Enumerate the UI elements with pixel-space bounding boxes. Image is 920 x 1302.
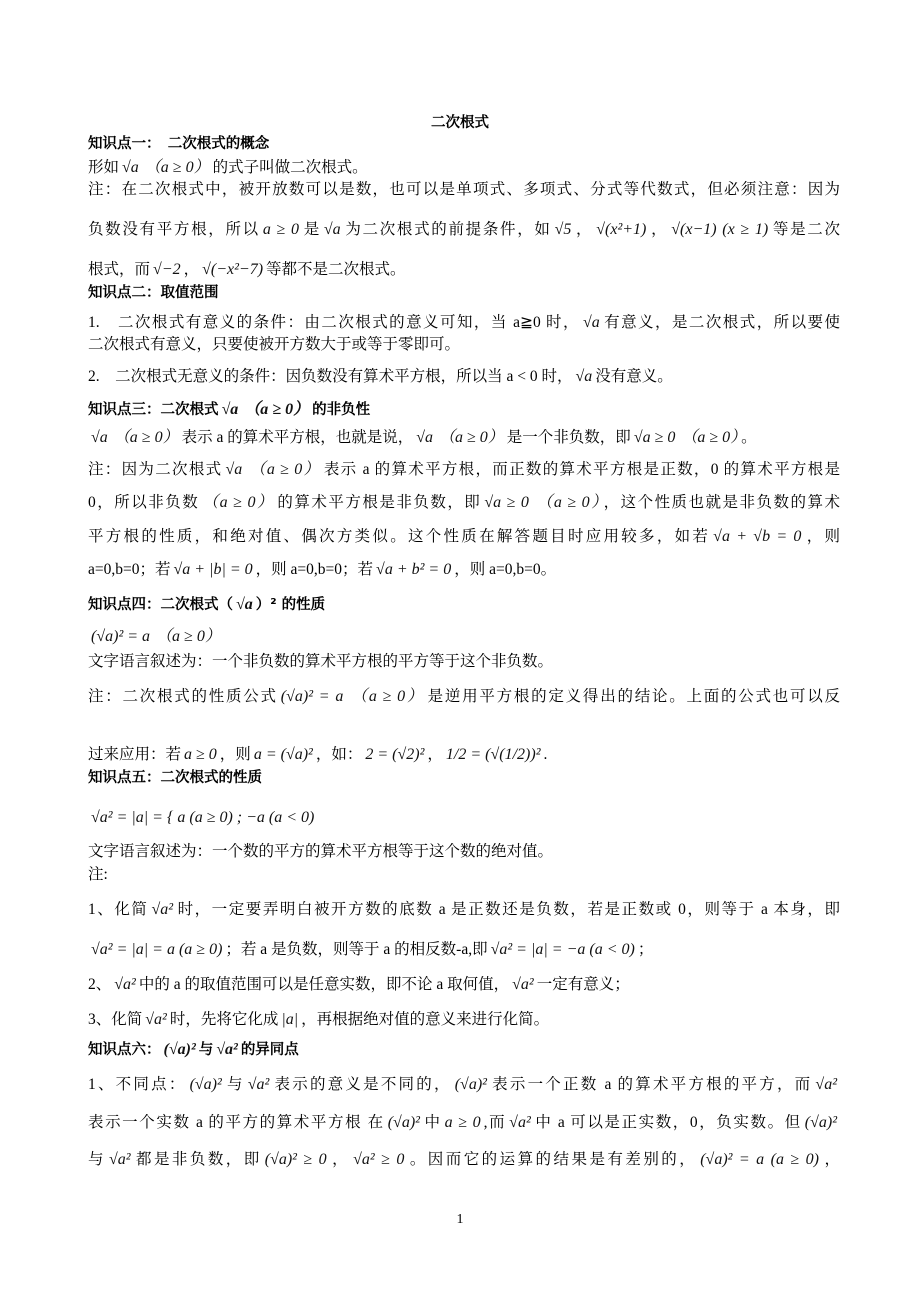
paragraph-line bbox=[88, 260, 840, 280]
text-segment: 注：二次根式的性质公式 bbox=[88, 688, 278, 705]
text-segment: 表示一个实数 a 的平方的算术平方根 在 bbox=[88, 1114, 385, 1131]
text-segment: 没有意义。 bbox=[595, 368, 673, 385]
text-segment: ，则 a=0,b=0；若 bbox=[255, 561, 374, 578]
math-formula: （a ≥ 0） bbox=[248, 461, 321, 478]
math-formula: √a bbox=[582, 314, 600, 331]
math-formula: √a + √b = 0 bbox=[713, 528, 802, 545]
text-segment: 中 a 可以是正实数，0，负实数。但 bbox=[533, 1114, 802, 1131]
math-formula: √a² = |a| = a (a ≥ 0) bbox=[91, 941, 223, 958]
math-formula: √a² bbox=[145, 1011, 167, 1028]
text-segment: 二次根式有意义，只要使被开方数大于或等于零即可。 bbox=[88, 336, 461, 353]
text-segment: 为二次根式的前提条件，如 bbox=[343, 221, 552, 238]
text-segment: 是一个非负数，即 bbox=[506, 429, 631, 446]
math-formula: （a ≥ 0） bbox=[113, 429, 179, 446]
math-formula: (√a)² bbox=[189, 1076, 222, 1093]
paragraph-line bbox=[88, 652, 840, 672]
text-segment: 与 bbox=[224, 1076, 245, 1093]
math-formula: √a² bbox=[247, 1076, 270, 1093]
text-segment: 形如 bbox=[88, 159, 120, 176]
text-segment: 时，一定要弄明白被开方数的底数 a 是正数还是负数，若是正数或 0，则等于 a 本身，即 bbox=[176, 901, 840, 918]
text-segment: 1、化简 bbox=[88, 901, 149, 918]
paragraph-line bbox=[88, 940, 840, 960]
paragraph-line bbox=[88, 1075, 840, 1095]
paragraph-line bbox=[88, 527, 840, 547]
math-formula: √a ≥ 0 bbox=[633, 429, 676, 446]
math-formula: (√a)² bbox=[804, 1114, 837, 1131]
math-formula: √a ≥ 0 bbox=[484, 494, 529, 511]
text-segment: 是 bbox=[302, 221, 321, 238]
math-formula: √a bbox=[323, 221, 341, 238]
paragraph-line bbox=[88, 687, 840, 707]
math-formula: √a bbox=[416, 429, 433, 446]
text-segment: 知识点三：二次根式 bbox=[88, 402, 219, 418]
text-segment: ,而 bbox=[483, 1114, 507, 1131]
page-number: 1 bbox=[456, 1212, 464, 1227]
math-formula: √(x−1) (x ≥ 1) bbox=[671, 221, 769, 238]
text-segment: 与 bbox=[88, 1151, 106, 1168]
text-segment: 文字语言叙述为：一个非负数的算术平方根的平方等于这个非负数。 bbox=[88, 653, 554, 670]
math-formula: a = (√a)² bbox=[253, 746, 313, 763]
math-formula: a ≥ 0 bbox=[262, 221, 300, 238]
paragraph-line bbox=[88, 842, 840, 862]
text-segment: a=0,b=0；若 bbox=[88, 561, 171, 578]
text-segment: 知识点五：二次根式的性质 bbox=[88, 770, 262, 786]
section-heading bbox=[88, 283, 840, 303]
paragraph-line bbox=[88, 1113, 840, 1133]
math-formula: √a bbox=[221, 401, 239, 418]
text-segment: 表示 a 的算术平方根，而正数的算术平方根是正数，0 的算术平方根是 bbox=[323, 461, 840, 478]
text-segment: . bbox=[543, 746, 548, 763]
text-segment: 0，所以非负数 bbox=[88, 494, 200, 511]
text-segment: ；若 a 是负数，则等于 a 的相反数-a,即 bbox=[225, 941, 488, 958]
section-heading bbox=[88, 595, 840, 615]
text-segment: 。 bbox=[741, 429, 757, 446]
text-segment: 1. 二次根式有意义的条件：由二次根式的意义可知，当 a≧0 时， bbox=[88, 314, 580, 331]
math-formula: （a ≥ 0） bbox=[144, 159, 210, 176]
math-formula: √a² ≥ 0 bbox=[353, 1151, 405, 1168]
math-formula: √(−x²−7) bbox=[202, 261, 264, 278]
paragraph-line bbox=[88, 808, 840, 828]
text-segment: 表示的意义是不同的， bbox=[272, 1076, 452, 1093]
math-formula: (√a)² ≥ 0 bbox=[264, 1151, 327, 1168]
math-formula: （a ≥ 0） bbox=[244, 401, 310, 418]
math-formula: √a² bbox=[512, 976, 534, 993]
text-segment: ，如： bbox=[315, 746, 363, 763]
paragraph-line bbox=[88, 313, 840, 333]
text-segment: 知识点一： 二次根式的概念 bbox=[88, 136, 270, 152]
section-heading bbox=[88, 400, 840, 420]
text-segment: ，则 bbox=[219, 746, 251, 763]
math-formula: 1/2 = (√(1/2))² bbox=[445, 746, 541, 763]
math-formula: (√a)² bbox=[454, 1076, 487, 1093]
text-segment: 知识点二：取值范围 bbox=[88, 285, 219, 301]
text-segment: 2、 bbox=[88, 976, 112, 993]
text-segment: ， bbox=[183, 261, 200, 278]
math-formula: (√a)² = a bbox=[280, 688, 344, 705]
text-segment: 表示 a 的算术平方根，也就是说， bbox=[181, 429, 414, 446]
text-segment: 过来应用：若 bbox=[88, 746, 182, 763]
text-segment: 中的 a 的取值范围可以是任意实数，即不论 a 取何值， bbox=[138, 976, 510, 993]
math-formula: （a ≥ 0） bbox=[681, 429, 739, 446]
text-segment: ， bbox=[649, 221, 669, 238]
text-segment: 的非负性 bbox=[312, 402, 371, 418]
text-segment: 的算术平方根是非负数，即 bbox=[277, 494, 482, 511]
math-formula: （a ≥ 0） bbox=[534, 494, 601, 511]
text-segment: ，则 bbox=[804, 528, 840, 545]
text-segment: ， bbox=[822, 1151, 840, 1168]
text-segment: 注：因为二次根式 bbox=[88, 461, 223, 478]
text-segment: 2. 二次根式无意义的条件：因负数没有算术平方根，所以当 a < 0 时， bbox=[88, 368, 573, 385]
text-segment: 平方根的性质，和绝对值、偶次方类似。这个性质在解答题目时应用较多，如若 bbox=[88, 528, 711, 545]
math-formula: √a² bbox=[114, 976, 136, 993]
text-segment: ； bbox=[637, 941, 654, 958]
math-formula: （a ≥ 0） bbox=[202, 494, 275, 511]
paragraph-line bbox=[88, 627, 840, 647]
text-segment: 等都不是二次根式。 bbox=[266, 261, 406, 278]
section-heading bbox=[88, 134, 840, 154]
paragraph-line bbox=[88, 428, 840, 448]
math-formula: √a + |b| = 0 bbox=[173, 561, 253, 578]
paragraph-line bbox=[88, 560, 840, 580]
math-formula: √a + b² = 0 bbox=[376, 561, 452, 578]
math-formula: √−2 bbox=[153, 261, 181, 278]
section-heading bbox=[88, 768, 840, 788]
paragraph-line bbox=[88, 865, 840, 885]
math-formula: √a bbox=[575, 368, 593, 385]
paragraph-line bbox=[88, 975, 840, 995]
text-segment: 中 bbox=[422, 1114, 442, 1131]
paragraph-line bbox=[88, 367, 840, 387]
math-formula: √a² bbox=[151, 901, 174, 918]
math-formula: a ≥ 0 bbox=[184, 746, 217, 763]
text-segment: ，则 a=0,b=0。 bbox=[454, 561, 557, 578]
paragraph-line bbox=[88, 335, 840, 355]
math-formula: 2 = (√2)² bbox=[365, 746, 425, 763]
paragraph-line bbox=[88, 460, 840, 480]
text-segment: ， bbox=[329, 1151, 351, 1168]
math-formula: （a ≥ 0） bbox=[156, 628, 221, 645]
math-formula: (√a)² = a (a ≥ 0) bbox=[700, 1151, 819, 1168]
text-segment: 知识点四：二次根式（ bbox=[88, 597, 233, 613]
text-segment: 等是二次 bbox=[771, 221, 840, 238]
text-segment: 时，先将它化成 bbox=[169, 1011, 279, 1028]
math-formula: √a bbox=[236, 596, 253, 613]
text-segment: 是逆用平方根的定义得出的结论。上面的公式也可以反 bbox=[427, 688, 840, 705]
paragraph-line bbox=[88, 1150, 840, 1170]
math-formula: (√a)² = a bbox=[91, 628, 151, 645]
text-segment: 根式，而 bbox=[88, 261, 151, 278]
math-formula: √a bbox=[91, 429, 108, 446]
math-formula: √a² bbox=[815, 1076, 837, 1093]
text-segment: 与 bbox=[198, 1042, 214, 1058]
paragraph-line bbox=[88, 745, 840, 765]
math-formula: √a bbox=[225, 461, 243, 478]
text-segment: 的式子叫做二次根式。 bbox=[212, 159, 368, 176]
text-segment: 的异同点 bbox=[240, 1042, 299, 1058]
text-segment: 1、不同点： bbox=[88, 1076, 187, 1093]
text-segment: ， bbox=[574, 221, 594, 238]
text-segment: 注：在二次根式中，被开放数可以是数，也可以是单项式、多项式、分式等代数式，但必须注意：因为 bbox=[88, 181, 840, 198]
text-segment: ， bbox=[427, 746, 443, 763]
text-segment: 表示一个正数 a 的算术平方根的平方，而 bbox=[489, 1076, 813, 1093]
math-formula: √(x²+1) bbox=[596, 221, 647, 238]
text-segment: 一定有意义； bbox=[536, 976, 630, 993]
paragraph-line bbox=[88, 220, 840, 240]
math-formula: √5 bbox=[554, 221, 572, 238]
math-formula: √a² = |a| = −a (a < 0) bbox=[490, 941, 635, 958]
math-formula: √a² bbox=[216, 1041, 238, 1058]
text-segment: 注: bbox=[88, 866, 108, 883]
text-segment: ）² 的性质 bbox=[255, 597, 326, 613]
math-formula: √a² = |a| = { a (a ≥ 0) ; −a (a < 0) bbox=[91, 809, 315, 826]
text-segment: 都是非负数，即 bbox=[133, 1151, 262, 1168]
section-heading bbox=[88, 1040, 840, 1060]
paragraph-line bbox=[88, 493, 840, 513]
text-segment: 负数没有平方根，所以 bbox=[88, 221, 260, 238]
math-formula: (√a)² bbox=[387, 1114, 420, 1131]
math-formula: （a ≥ 0） bbox=[439, 429, 504, 446]
text-segment: ，再根据绝对值的意义来进行化简。 bbox=[301, 1011, 550, 1028]
paragraph-line bbox=[88, 900, 840, 920]
paragraph-line bbox=[88, 180, 840, 200]
paragraph-line bbox=[88, 158, 840, 178]
text-segment: 3、化简 bbox=[88, 1011, 143, 1028]
math-formula: √a² bbox=[108, 1151, 131, 1168]
math-formula: |a| bbox=[281, 1011, 299, 1028]
math-formula: √a² bbox=[509, 1114, 531, 1131]
math-formula: √a bbox=[122, 159, 139, 176]
math-formula: a ≥ 0 bbox=[444, 1114, 481, 1131]
math-formula: （a ≥ 0） bbox=[349, 688, 425, 705]
text-segment: ，这个性质也就是非负数的算术 bbox=[603, 494, 840, 511]
text-segment: 知识点六： bbox=[88, 1042, 161, 1058]
text-segment: 有意义，是二次根式，所以要使 bbox=[602, 314, 840, 331]
text-segment: 文字语言叙述为：一个数的平方的算术平方根等于这个数的绝对值。 bbox=[88, 843, 554, 860]
document-title: 二次根式 bbox=[431, 115, 489, 131]
math-formula: (√a)² bbox=[163, 1041, 196, 1058]
paragraph-line bbox=[88, 1010, 840, 1030]
text-segment: 。因而它的运算的结果是有差别的， bbox=[407, 1151, 698, 1168]
